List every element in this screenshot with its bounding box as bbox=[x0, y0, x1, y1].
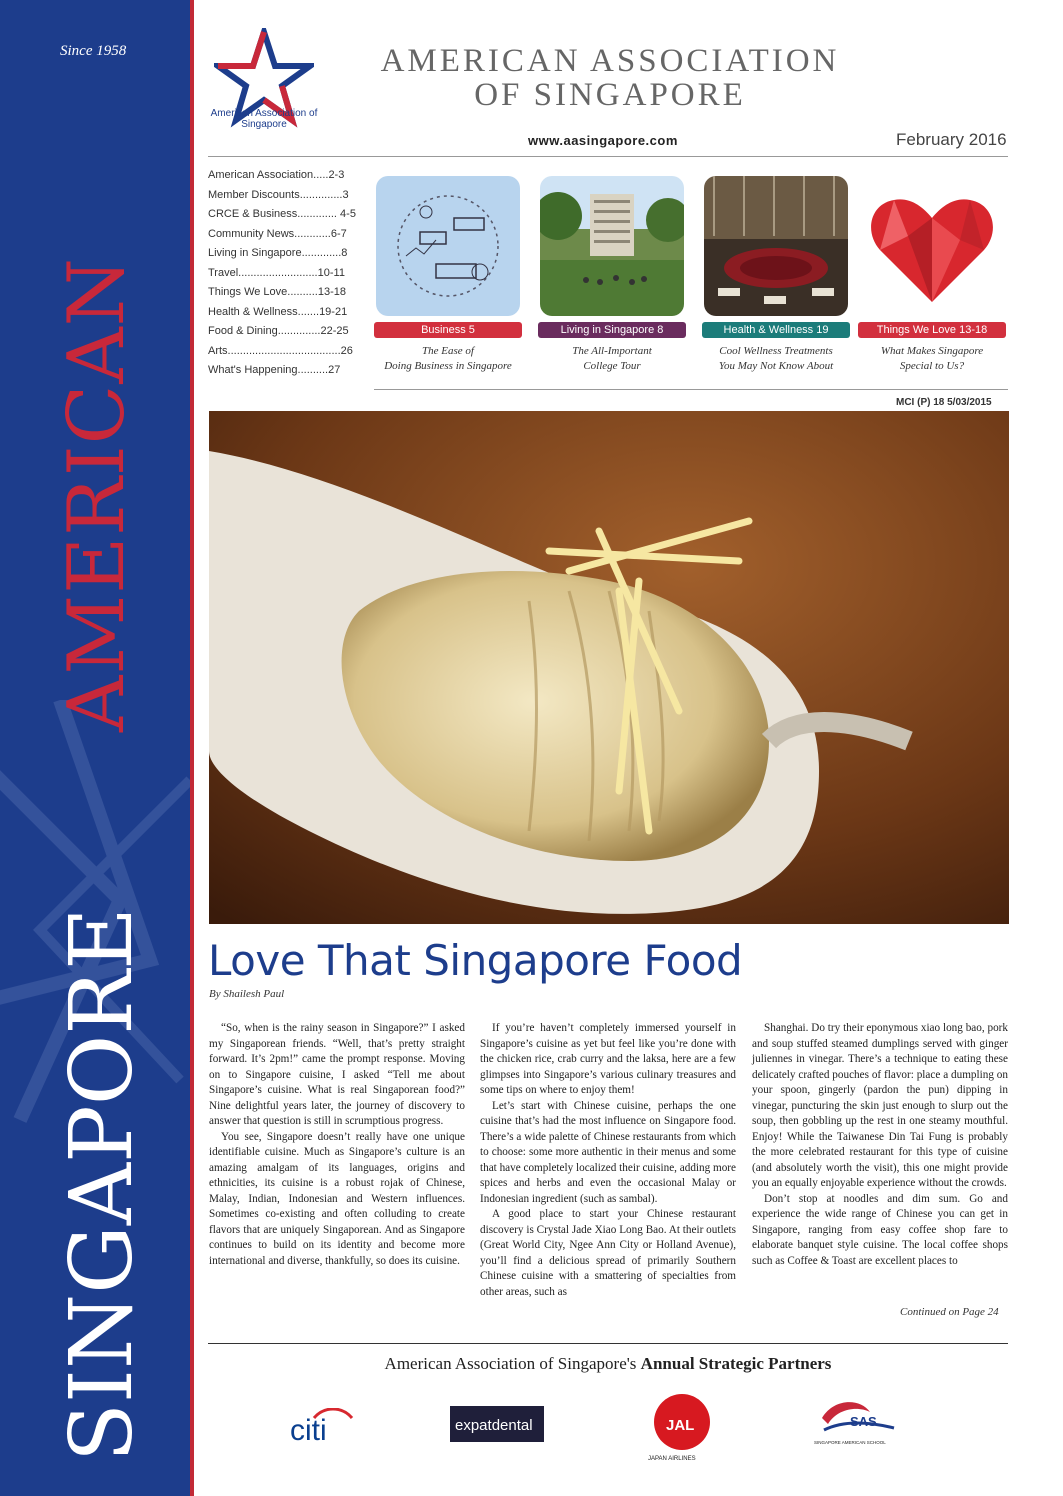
sidebar-red-edge bbox=[190, 0, 194, 1496]
article-headline: Love That Singapore Food bbox=[208, 936, 743, 985]
svg-text:JAL: JAL bbox=[666, 1417, 695, 1434]
toc-item[interactable]: Travel..........................10-11 bbox=[208, 266, 345, 279]
sidebar-masthead bbox=[0, 0, 190, 1496]
heart-icon bbox=[860, 176, 1004, 316]
paragraph: You see, Singapore doesn’t really have one unique identifiable cuisine. Much as Singapore’s culture is an amazing amalgam of its languages, origins and ethnicities, its cuisine is a robust rojak of Chinese, Malay, Indian, Indonesian and Western influences. Sometimes co-existing and often colluding to create flavors that are uniquely Singaporean. And as Singapore continues to build on its identity and become more international and diverse, thankfully, so does its cuisine. bbox=[209, 1130, 465, 1267]
toc-item[interactable]: American Association.....2-3 bbox=[208, 169, 345, 181]
table-of-contents bbox=[208, 166, 356, 381]
college-campus-image bbox=[540, 176, 684, 316]
article-column-2 bbox=[480, 1021, 736, 1300]
vertical-word-singapore: SINGAPORE bbox=[52, 907, 152, 1462]
svg-text:SAS: SAS bbox=[850, 1414, 877, 1429]
footer-divider bbox=[208, 1343, 1008, 1344]
feature-card-living[interactable] bbox=[538, 176, 686, 374]
article-column-3 bbox=[752, 1021, 1008, 1269]
paragraph: “So, when is the rainy season in Singapore?” I asked my Singaporean friends. “Well, that’s pretty straight forward. It’s 2pm!” came the prompt response. Moving on to Singapore cuisine, I asked “Tell me about Singapore’s cuisine. What is real Singaporean food?” Nine delightful years later, the journey of discovery to answer that question is still in scrumptious progress. bbox=[209, 1022, 465, 1127]
wellness-room-image bbox=[704, 176, 848, 316]
toc-item[interactable]: Arts.....................................26 bbox=[208, 344, 353, 357]
publication-title: AMERICAN ASSOCIATION OF SINGAPORE bbox=[380, 43, 840, 113]
sas-logo[interactable] bbox=[814, 1394, 904, 1450]
toc-item[interactable]: Member Discounts..............3 bbox=[208, 188, 349, 201]
feature-caption: The All-Important College Tour bbox=[572, 345, 652, 372]
feature-tag: Business 5 bbox=[374, 322, 522, 338]
feature-caption: Cool Wellness Treatments You May Not Know About bbox=[718, 345, 834, 372]
article-byline: By Shailesh Paul bbox=[209, 988, 285, 1000]
toc-item[interactable]: Health & Wellness.......19-21 bbox=[208, 305, 348, 318]
feature-card-business[interactable] bbox=[374, 176, 522, 374]
feature-tag: Living in Singapore 8 bbox=[538, 322, 686, 338]
svg-text:expatdental: expatdental bbox=[455, 1417, 533, 1434]
continued-note[interactable]: Continued on Page 24 bbox=[900, 1306, 999, 1318]
dumpling-hero-image bbox=[209, 411, 1009, 924]
since-label: Since 1958 bbox=[60, 43, 127, 59]
feature-caption: What Makes Singapore Special to Us? bbox=[880, 345, 984, 372]
logo-caption: American Association of Singapore bbox=[210, 108, 318, 130]
toc-item[interactable]: Living in Singapore.............8 bbox=[208, 247, 348, 259]
svg-text:JAPAN AIRLINES: JAPAN AIRLINES bbox=[648, 1456, 696, 1462]
svg-text:citi: citi bbox=[290, 1414, 327, 1444]
jal-logo[interactable] bbox=[646, 1392, 718, 1464]
features-divider bbox=[374, 389, 1008, 390]
paragraph: If you’re haven’t completely immersed yourself in Singapore’s cuisine as yet but feel like you’re done with the chicken rice, crab curry and the laksa, here are a few glimpses into Singapore’s various culinary treasures and some tips on where to enjoy them! bbox=[480, 1022, 736, 1096]
feature-tag: Health & Wellness 19 bbox=[702, 322, 850, 338]
citi-logo[interactable] bbox=[290, 1408, 362, 1449]
toc-item[interactable]: CRCE & Business............. 4-5 bbox=[208, 208, 356, 220]
partners-heading: American Association of Singapore's Annual Strategic Partners bbox=[384, 1354, 832, 1373]
paragraph: Shanghai. Do try their eponymous xiao long bao, pork and soup stuffed steamed dumplings served with ginger juliennes in vinegar. There’s a technique to eating these delicately crafted pouches of flavor: place a dumpling on your spoon, gingerly (pardon the pun) dipping in vinegar, puncturing the skin just enough to slurp out the soup, then gobbling up the rest in one steamy mouthful. Enjoy! While the Taiwanese Din Tai Fung is probably the more celebrated restaurant for this type of cuisine (and absolutely worth the visit), this one might provide you an equally enjoyable experience without the crowds. bbox=[752, 1022, 1008, 1189]
website-link[interactable]: www.aasingapore.com bbox=[528, 133, 678, 148]
toc-item[interactable]: Food & Dining..............22-25 bbox=[208, 325, 349, 337]
paragraph: Don’t stop at noodles and dim sum. Go and experience the wide range of Chinese you can get in Singapore, ranging from easy coffee shop fare to elaborate banquet style cuisine. The local coffee shops such as Coffee & Toast are excellent places to bbox=[752, 1192, 1008, 1267]
svg-text:SINGAPORE AMERICAN SCHOOL: SINGAPORE AMERICAN SCHOOL bbox=[814, 1440, 886, 1445]
header-divider bbox=[208, 156, 1008, 157]
toc-item[interactable]: What's Happening..........27 bbox=[208, 364, 341, 376]
feature-caption: The Ease of Doing Business in Singapore bbox=[384, 345, 512, 372]
article-column-1 bbox=[209, 1021, 465, 1269]
toc-item[interactable]: Community News............6-7 bbox=[208, 227, 347, 240]
feature-tag: Things We Love 13-18 bbox=[858, 322, 1006, 338]
vertical-word-american: AMERICAN bbox=[52, 257, 142, 732]
feature-card-health[interactable] bbox=[702, 176, 850, 374]
business-doodle-image bbox=[376, 176, 520, 316]
paragraph: A good place to start your Chinese restaurant discovery is Crystal Jade Xiao Long Bao. At their outlets (Great World City, Ngee Ann City or Holland Avenue), you’ll find a delicious spread of primarily Southern Chinese cuisine with a smattering of specialties from other areas, such as bbox=[480, 1208, 736, 1298]
expatdental-logo[interactable] bbox=[450, 1406, 544, 1442]
mci-permit-number: MCI (P) 18 5/03/2015 bbox=[896, 397, 992, 408]
feature-card-things-we-love[interactable] bbox=[858, 176, 1006, 374]
toc-item[interactable]: Things We Love..........13-18 bbox=[208, 286, 346, 298]
issue-date: February 2016 bbox=[896, 130, 1007, 149]
paragraph: Let’s start with Chinese cuisine, perhaps the one cuisine that’s had the most influence on Singapore food. There’s a wide palette of Chinese restaurants from which to choose: some more authentic in their menus and some that have completely localized their cuisine, adding more spices and herbs and even the occasional Malay or Indonesian ingredient (such as sambal). bbox=[480, 1099, 736, 1205]
